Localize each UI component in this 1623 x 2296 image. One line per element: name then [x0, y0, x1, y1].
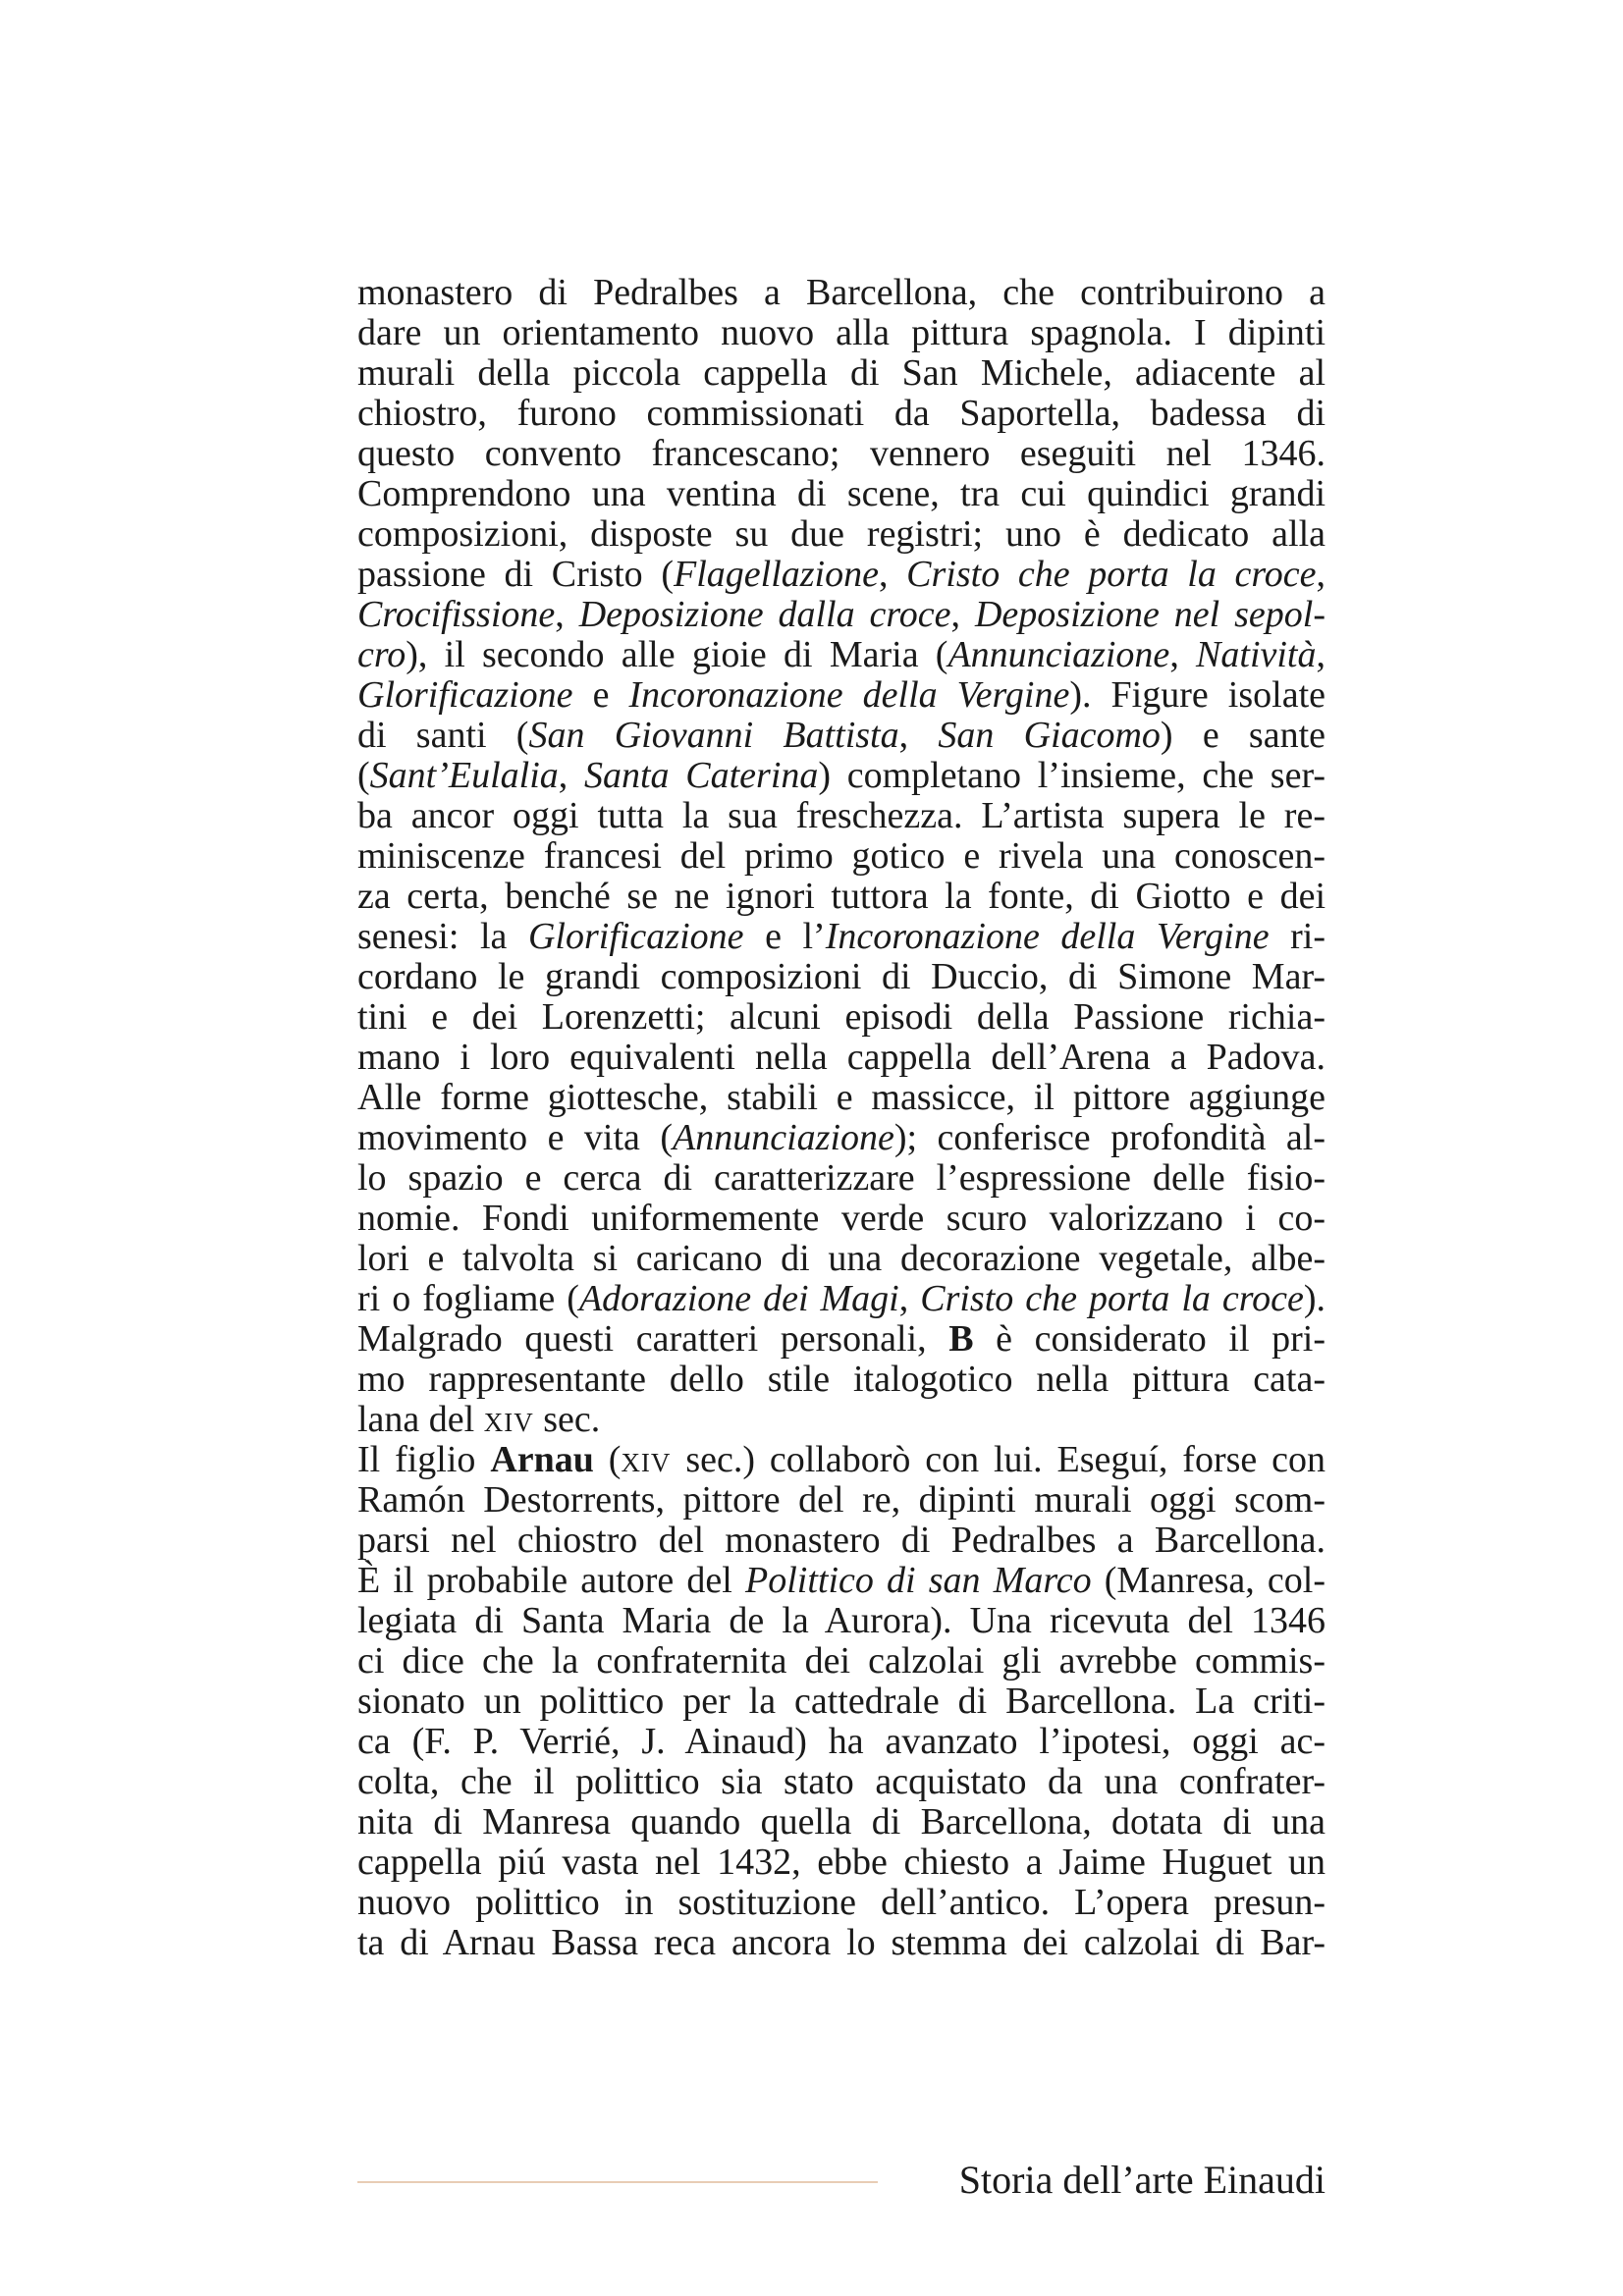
century-numeral: xiv — [621, 1439, 672, 1480]
text-line: lana del xiv sec. — [357, 1399, 601, 1440]
footer-rule — [357, 2181, 878, 2183]
text-line: nita di Manresa quando quella di Barcellona, dotata di una — [357, 1801, 1325, 1842]
text-line: (Sant’Eulalia, Santa Caterina) completano l’insieme, che ser- — [357, 755, 1325, 796]
artwork-title: Incoronazione della Vergine — [628, 674, 1070, 716]
artwork-title: Glorificazione — [357, 674, 573, 716]
text-line: ci dice che la confraternita dei calzolai gli avrebbe commis- — [357, 1640, 1325, 1682]
paragraph-2 — [357, 1440, 1325, 1963]
text-line: miniscenze francesi del primo gotico e rivela una conoscen- — [357, 835, 1325, 877]
artwork-title: cro — [357, 634, 406, 675]
text-line: lori e talvolta si caricano di una decorazione vegetale, albe- — [357, 1238, 1325, 1279]
text-line: colta, che il polittico sia stato acquistato da una confrater- — [357, 1761, 1325, 1802]
text-line: ta di Arnau Bassa reca ancora lo stemma dei calzolai di Bar- — [357, 1922, 1325, 1963]
text-line: parsi nel chiostro del monastero di Pedralbes a Barcellona. — [357, 1520, 1325, 1561]
artwork-title: Cristo che porta la croce — [906, 554, 1317, 595]
text-line: composizioni, disposte su due registri; uno è dedicato alla — [357, 513, 1325, 555]
text-line: senesi: la Glorificazione e l’Incoronazione della Vergine ri- — [357, 916, 1325, 957]
text-line: chiostro, furono commissionati da Saportella, badessa di — [357, 393, 1325, 434]
text-line: È il probabile autore del Polittico di san Marco (Manresa, col- — [357, 1560, 1325, 1601]
text-line: Glorificazione e Incoronazione della Vergine). Figure isolate — [357, 674, 1325, 716]
text-line: dare un orientamento nuovo alla pittura spagnola. I dipinti — [357, 312, 1325, 353]
artwork-title: Incoronazione della Vergine — [825, 916, 1270, 957]
text-line: legiata di Santa Maria de la Aurora). Una ricevuta del 1346 — [357, 1600, 1325, 1641]
artwork-title: San Giovanni Battista — [528, 715, 899, 756]
artwork-title: Annunciazione — [673, 1117, 894, 1158]
artwork-title: Natività — [1196, 634, 1317, 675]
artwork-title: Glorificazione — [527, 916, 744, 957]
text-line: Malgrado questi caratteri personali, B è considerato il pri- — [357, 1318, 1325, 1360]
text-line: passione di Cristo (Flagellazione, Cristo che porta la croce, — [357, 554, 1326, 595]
artwork-title: Santa Caterina — [583, 755, 819, 796]
artwork-title: Deposizione nel sepol- — [974, 594, 1325, 635]
text-line: Comprendono una ventina di scene, tra cui quindici grandi — [357, 473, 1325, 514]
artwork-title: Deposizione dalla croce — [578, 594, 951, 635]
text-line: mano i loro equivalenti nella cappella dell’Arena a Padova. — [357, 1037, 1325, 1078]
text-line: ri o fogliame (Adorazione dei Magi, Cristo che porta la croce). — [357, 1278, 1325, 1319]
paragraph-1 — [357, 273, 1325, 1440]
text-line: mo rappresentante dello stile italogotico nella pittura cata- — [357, 1359, 1325, 1400]
footer-title: Storia dell’arte Einaudi — [958, 2158, 1325, 2202]
text-line: cro), il secondo alle gioie di Maria (Annunciazione, Natività, — [357, 634, 1325, 675]
artwork-title: Adorazione dei Magi — [578, 1278, 899, 1319]
text-line: za certa, benché se ne ignori tuttora la fonte, di Giotto e dei — [357, 876, 1325, 917]
text-line: Crocifissione, Deposizione dalla croce, Deposizione nel sepol- — [357, 594, 1325, 635]
artwork-title: Flagellazione — [674, 554, 879, 595]
text-line: di santi (San Giovanni Battista, San Giacomo) e sante — [357, 715, 1326, 756]
text-line: Il figlio Arnau (xiv sec.) collaborò con lui. Eseguí, forse con — [357, 1439, 1326, 1480]
artwork-title: Crocifissione — [357, 594, 556, 635]
century-numeral: xiv — [483, 1399, 534, 1440]
text-line: Ramón Destorrents, pittore del re, dipinti murali oggi scom- — [357, 1479, 1325, 1521]
text-line: murali della piccola cappella di San Michele, adiacente al — [357, 352, 1325, 394]
artwork-title: Sant’Eulalia — [369, 755, 559, 796]
text-line: movimento e vita (Annunciazione); conferisce profondità al- — [357, 1117, 1325, 1158]
text-line: sionato un polittico per la cattedrale di Barcellona. La criti- — [357, 1681, 1325, 1722]
subject-abbrev: B — [948, 1318, 974, 1360]
text-line: nomie. Fondi uniformemente verde scuro valorizzano i co- — [357, 1198, 1325, 1239]
text-line: cordano le grandi composizioni di Duccio, di Simone Mar- — [357, 956, 1325, 997]
text-line: Alle forme giottesche, stabili e massicce, il pittore aggiunge — [357, 1077, 1325, 1118]
text-line: monastero di Pedralbes a Barcellona, che contribuirono a — [357, 272, 1325, 313]
person-name: Arnau — [490, 1439, 594, 1480]
text-line: tini e dei Lorenzetti; alcuni episodi della Passione richia- — [357, 996, 1325, 1038]
artwork-title: San Giacomo — [938, 715, 1161, 756]
text-line: cappella piú vasta nel 1432, ebbe chiesto a Jaime Huguet un — [357, 1842, 1325, 1883]
text-line: questo convento francescano; vennero eseguiti nel 1346. — [357, 433, 1325, 474]
text-line: lo spazio e cerca di caratterizzare l’espressione delle fisio- — [357, 1157, 1325, 1199]
text-line: ba ancor oggi tutta la sua freschezza. L’artista supera le re- — [357, 795, 1325, 836]
text-line: ca (F. P. Verrié, J. Ainaud) ha avanzato l’ipotesi, oggi ac- — [357, 1721, 1325, 1762]
artwork-title: Annunciazione — [947, 634, 1170, 675]
artwork-title: Cristo che porta la croce — [920, 1278, 1304, 1319]
text-line: nuovo polittico in sostituzione dell’antico. L’opera presun- — [357, 1882, 1325, 1923]
artwork-title: Polittico di san Marco — [745, 1560, 1092, 1601]
body-text — [357, 273, 1325, 1963]
